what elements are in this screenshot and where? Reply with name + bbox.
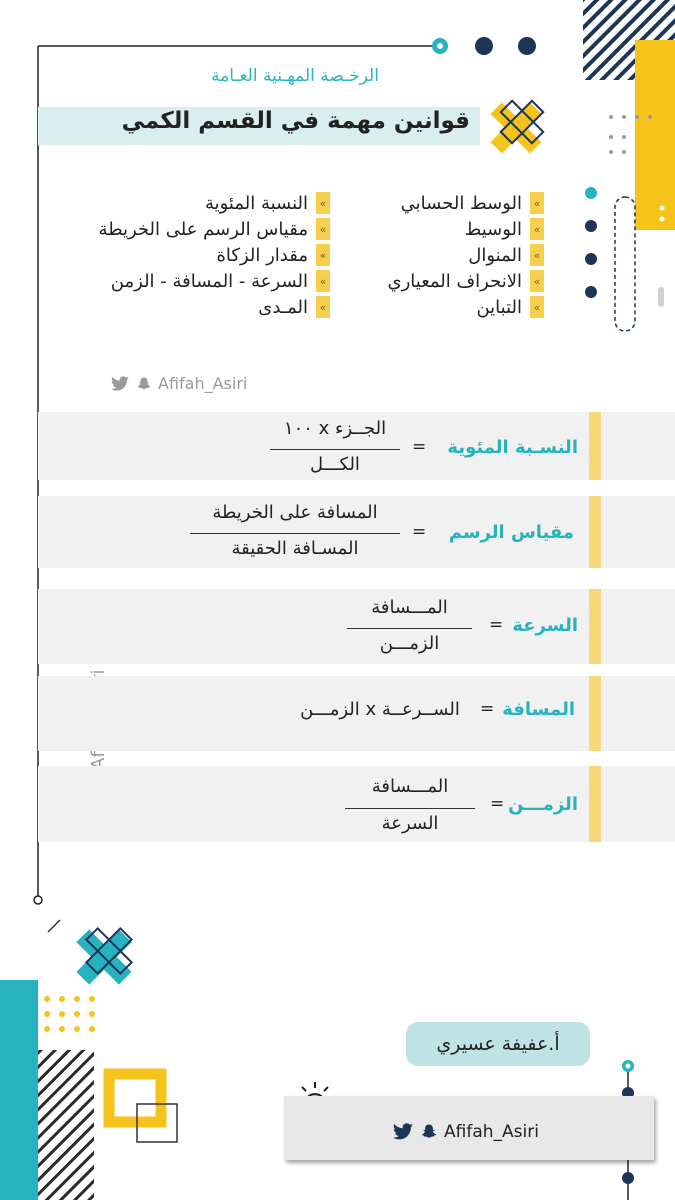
formula-numerator: المـــسافة (371, 597, 448, 618)
formula-denominator: الكـــل (310, 454, 360, 475)
subtitle: الرخـصة المهـنية العـامة (211, 66, 379, 86)
snapchat-icon (136, 376, 152, 392)
bullet-icon: » (316, 270, 330, 292)
panel-accent-bar (589, 412, 601, 480)
equals-sign: = (412, 522, 427, 542)
formula-numerator: المـــسافة (371, 776, 449, 797)
panel-accent-bar (589, 766, 601, 842)
fraction-line (347, 628, 472, 629)
formula-name: الزمـــن (508, 794, 578, 815)
topic-item: » النسبة المئوية (205, 191, 330, 215)
formula-expression: الســرعــة x الزمـــن (300, 699, 460, 720)
yellow-block-right (635, 40, 675, 230)
formula-denominator: السرعة (381, 813, 439, 834)
topic-item: » الانحراف المعياري (388, 269, 544, 293)
bullet-icon: » (316, 192, 330, 214)
bullet-icon: » (530, 296, 544, 318)
bullet-icon: » (316, 244, 330, 266)
author-name: أ.عفيفة عسيري (436, 1033, 560, 1055)
formula-name: السرعة (512, 615, 578, 636)
bullet-icon: » (530, 218, 544, 240)
twitter-icon (110, 376, 130, 392)
fraction-line (190, 533, 400, 534)
topic-item: » المنوال (468, 243, 544, 267)
topic-item: » مقياس الرسم على الخريطة (99, 217, 330, 241)
bullet-icon: » (316, 218, 330, 240)
twitter-icon (392, 1123, 414, 1141)
social-handle: Afifah_Asiri (110, 374, 247, 393)
footer-social-handle: Afifah_Asiri (392, 1122, 539, 1142)
equals-sign: = (489, 615, 504, 635)
panel-accent-bar (589, 496, 601, 568)
formula-numerator: الجــزء x ١٠٠ (283, 418, 387, 439)
equals-sign: = (480, 699, 495, 719)
topic-item: » الوسيط (465, 217, 544, 241)
topic-item: » السرعة - المسافة - الزمن (111, 269, 330, 293)
topic-item: » التباين (476, 295, 544, 319)
fraction-line (270, 449, 400, 450)
fraction-line (345, 808, 475, 809)
formula-denominator: الزمـــن (379, 633, 440, 654)
topic-item: » المـدى (258, 295, 330, 319)
page-title: قوانين مهمة في القسم الكمي (121, 108, 470, 134)
topic-item: » الوسط الحسابي (401, 191, 544, 215)
bullet-icon: » (530, 192, 544, 214)
panel-accent-bar (589, 589, 601, 664)
formula-numerator: المسافة على الخريطة (212, 502, 378, 523)
formula-denominator: المسـافة الحقيقة (231, 538, 359, 559)
snapchat-icon (420, 1123, 438, 1141)
bullet-icon: » (316, 296, 330, 318)
topic-item: » مقدار الزكاة (216, 243, 330, 267)
formula-name: المسافة (502, 699, 575, 720)
panel-accent-bar (589, 676, 601, 751)
bullet-icon: » (530, 270, 544, 292)
equals-sign: = (490, 794, 505, 814)
equals-sign: = (412, 437, 427, 457)
bullet-icon: » (530, 244, 544, 266)
formula-name: مقياس الرسم (448, 522, 574, 543)
author-badge (406, 1022, 590, 1066)
formula-name: النسـبة المئوية (447, 437, 578, 458)
